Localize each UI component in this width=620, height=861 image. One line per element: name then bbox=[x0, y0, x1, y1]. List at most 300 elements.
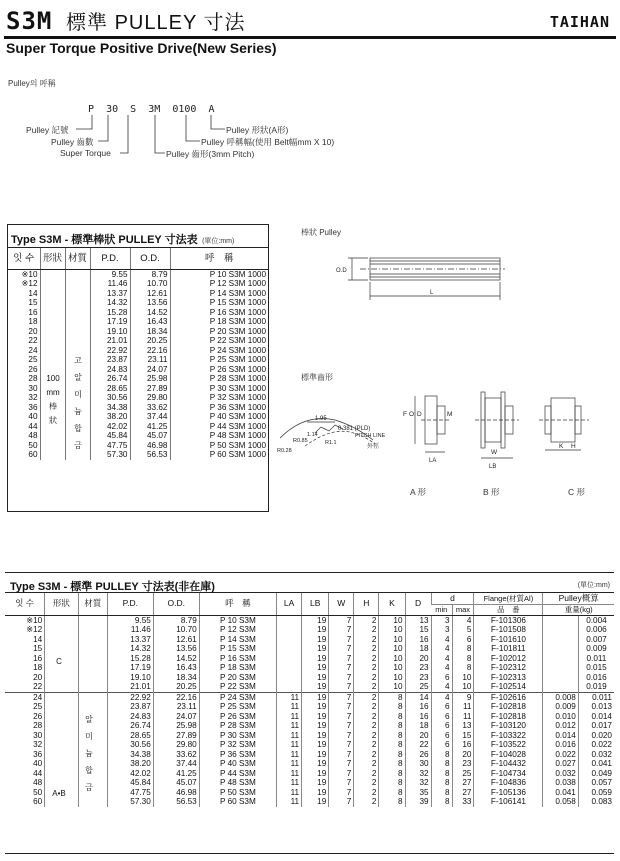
table2-cell: 2 bbox=[354, 778, 379, 788]
code-part-width: 0100 bbox=[172, 104, 197, 115]
table2-cell: 19 bbox=[302, 702, 329, 712]
th2-d-large: D bbox=[405, 593, 431, 615]
table2-cell: 8.79 bbox=[153, 615, 199, 625]
table2-cell: 0.010 bbox=[543, 712, 579, 722]
label-shape: Pulley 形狀(A形) bbox=[226, 125, 289, 135]
table2-cell bbox=[277, 625, 302, 635]
th2-pd: P.D. bbox=[107, 593, 153, 615]
table2-cell: 2 bbox=[354, 769, 379, 779]
table2-cell: P 50 S3M bbox=[199, 788, 276, 798]
material-text-5: 금 bbox=[74, 441, 82, 450]
table1-merged-cell bbox=[40, 308, 65, 318]
table1-cell: 44 bbox=[28, 421, 38, 431]
table2-cell: 0.022 bbox=[578, 740, 614, 750]
table2-cell: 20 bbox=[405, 731, 431, 741]
table1-header-row bbox=[8, 248, 268, 269]
t2-material-4: 금 bbox=[85, 783, 93, 792]
table1-cell: 10.70 bbox=[130, 279, 170, 289]
table2-merged-cell bbox=[45, 644, 78, 654]
table2-cell: 10 bbox=[379, 654, 405, 664]
table2-cell: 8 bbox=[431, 797, 452, 807]
table2-cell: 10 bbox=[379, 673, 405, 683]
table2-cell: 6 bbox=[431, 712, 452, 722]
table2-cell: 41.25 bbox=[153, 769, 199, 779]
table2-cell: 8 bbox=[379, 731, 405, 741]
table2-title-bar bbox=[5, 573, 614, 593]
table2-merged-cell bbox=[45, 759, 78, 769]
table2-cell: 11 bbox=[277, 788, 302, 798]
table2-cell: 8 bbox=[379, 712, 405, 722]
th2-max: max bbox=[452, 604, 474, 615]
shape-label-b: B 形 bbox=[483, 487, 500, 497]
table1-cell: 45.84 bbox=[90, 431, 130, 441]
table2-cell: F-102818 bbox=[474, 702, 543, 712]
table2-merged-cell bbox=[78, 673, 107, 683]
shape-text-2: 棒 bbox=[49, 402, 57, 411]
table2-cell: 26 bbox=[405, 750, 431, 760]
table2-cell: 7 bbox=[329, 663, 354, 673]
table2-cell: 10.70 bbox=[153, 625, 199, 635]
table2-cell: F-101610 bbox=[474, 635, 543, 645]
table1-cell: P 50 S3M 1000 bbox=[170, 441, 268, 451]
table1-merged-cell bbox=[65, 317, 90, 327]
tooth-dim-1: 0.381 (PLD) bbox=[338, 426, 371, 432]
table2-cell: P 14 S3M bbox=[199, 635, 276, 645]
table2-cell bbox=[543, 644, 579, 654]
table2-cell: F-104734 bbox=[474, 769, 543, 779]
table2-cell: P 24 S3M bbox=[199, 692, 276, 702]
table1-cell: 8.79 bbox=[130, 269, 170, 279]
table2-cell: 2 bbox=[354, 654, 379, 664]
table2-cell: 24 bbox=[5, 692, 45, 702]
label-super-torque: Super Torque bbox=[60, 148, 111, 158]
table2-cell: 8 bbox=[379, 797, 405, 807]
table2-merged-cell bbox=[45, 721, 78, 731]
table2-cell: 6 bbox=[431, 721, 452, 731]
table2-cell: 42.02 bbox=[107, 769, 153, 779]
table2-cell: 5 bbox=[452, 625, 474, 635]
table1-cell: 33.62 bbox=[130, 403, 170, 413]
table2-cell: F-104028 bbox=[474, 750, 543, 760]
table2-cell: 10 bbox=[379, 615, 405, 625]
table1-merged-cell bbox=[40, 269, 65, 279]
table2-cell: 24.07 bbox=[153, 712, 199, 722]
table-row bbox=[8, 431, 268, 441]
table2-cell: F-102312 bbox=[474, 663, 543, 673]
table1-cell: 15 bbox=[28, 298, 38, 307]
th-teeth: 잇 수 bbox=[8, 248, 40, 269]
table1-cell: 42.02 bbox=[90, 422, 130, 432]
table1-cell: P 28 S3M 1000 bbox=[170, 374, 268, 384]
table2-cell: 0.038 bbox=[543, 778, 579, 788]
table1-cell: P 48 S3M 1000 bbox=[170, 431, 268, 441]
table2-cell: 2 bbox=[354, 644, 379, 654]
table2-cell: F-102818 bbox=[474, 712, 543, 722]
table1-cell: 57.30 bbox=[90, 450, 130, 460]
table1-cell: P 30 S3M 1000 bbox=[170, 384, 268, 394]
naming-title: Pulley의 呼稱 bbox=[8, 79, 56, 88]
table1-cell: P 26 S3M 1000 bbox=[170, 365, 268, 375]
table1-cell: 28 bbox=[28, 374, 38, 383]
table-row bbox=[5, 797, 614, 807]
table2-cell: 7 bbox=[329, 615, 354, 625]
table2-cell: 13.56 bbox=[153, 644, 199, 654]
table2-cell: 2 bbox=[354, 721, 379, 731]
table1-cell: 60 bbox=[28, 450, 38, 459]
table2-cell: 2 bbox=[354, 731, 379, 741]
table2-cell: F-103522 bbox=[474, 740, 543, 750]
table1-merged-cell bbox=[65, 298, 90, 308]
table2-cell: 16 bbox=[405, 702, 431, 712]
table2-cell: 8 bbox=[379, 740, 405, 750]
table2-cell: 6 bbox=[431, 740, 452, 750]
table2-cell: 23 bbox=[405, 673, 431, 683]
table2-cell: 7 bbox=[329, 731, 354, 741]
table2-cell: P 16 S3M bbox=[199, 654, 276, 664]
table2-cell: 0.015 bbox=[578, 663, 614, 673]
table2-unit: (單位:mm) bbox=[577, 582, 610, 589]
table1-merged-cell bbox=[65, 336, 90, 346]
material-text-3: 늄 bbox=[74, 407, 82, 416]
table2-cell: 11 bbox=[452, 702, 474, 712]
table2-cell: 7 bbox=[329, 750, 354, 760]
table2-cell: 8 bbox=[379, 702, 405, 712]
table2-cell: 9 bbox=[452, 692, 474, 702]
table2-cell bbox=[277, 654, 302, 664]
table2-cell: 19 bbox=[302, 673, 329, 683]
dim-letter-d: D bbox=[417, 411, 422, 418]
table1-cell: 22 bbox=[28, 336, 38, 345]
table2-cell: 19 bbox=[302, 654, 329, 664]
table1-cell: P 44 S3M 1000 bbox=[170, 422, 268, 432]
table1-material-text bbox=[66, 352, 90, 454]
table2-cell bbox=[277, 635, 302, 645]
table2-material-text bbox=[75, 711, 103, 796]
table2-cell: 14 bbox=[405, 692, 431, 702]
bar-dim-od: O.D bbox=[336, 268, 347, 274]
table2-cell bbox=[277, 615, 302, 625]
table-row bbox=[8, 355, 268, 365]
table1-cell: 22.92 bbox=[90, 346, 130, 356]
table1-merged-cell bbox=[40, 279, 65, 289]
table2-cell: P 44 S3M bbox=[199, 769, 276, 779]
table1-merged-cell bbox=[40, 327, 65, 337]
table2-cell: ※10 bbox=[26, 615, 43, 625]
table1-cell: 24.07 bbox=[130, 365, 170, 375]
table2-cell: 19 bbox=[302, 797, 329, 807]
dim-letter-h: H bbox=[571, 443, 576, 450]
table2-cell: 7 bbox=[329, 644, 354, 654]
th2-weight: Pulley概算 bbox=[543, 593, 614, 604]
table1-cell: 47.75 bbox=[90, 441, 130, 451]
table2-cell: 10 bbox=[452, 682, 474, 692]
table1-merged-cell bbox=[40, 298, 65, 308]
table2-cell: 10 bbox=[379, 625, 405, 635]
table2-cell: 7 bbox=[329, 673, 354, 683]
table-row bbox=[8, 327, 268, 337]
table1-cell: 34.38 bbox=[90, 403, 130, 413]
page-title bbox=[6, 6, 246, 36]
table2-cell: 11.46 bbox=[107, 625, 153, 635]
table2-cell: 7 bbox=[329, 712, 354, 722]
table2-cell: 33 bbox=[452, 797, 474, 807]
table2-cell: 46.98 bbox=[153, 788, 199, 798]
code-part-teeth: 30 bbox=[106, 104, 119, 115]
table2-cell: 4 bbox=[452, 615, 474, 625]
table2-cell: 23 bbox=[452, 759, 474, 769]
table1-cell: P 36 S3M 1000 bbox=[170, 403, 268, 413]
table2-cell: F-106141 bbox=[474, 797, 543, 807]
table2-cell: P 22 S3M bbox=[199, 682, 276, 692]
table2-cell: 11 bbox=[277, 740, 302, 750]
table2-cell bbox=[277, 682, 302, 692]
label-width: Pulley 呼稱幅(使用 Belt幅mm X 10) bbox=[201, 137, 335, 147]
table1-merged-cell bbox=[40, 336, 65, 346]
table2-cell: 4 bbox=[431, 635, 452, 645]
th-shape: 形狀 bbox=[40, 248, 65, 269]
table2-cell: 0.020 bbox=[578, 731, 614, 741]
table2-cell: 11 bbox=[277, 692, 302, 702]
th2-od: O.D. bbox=[153, 593, 199, 615]
dim-letter-w: W bbox=[491, 449, 498, 456]
shape-text-0: 100 bbox=[46, 374, 60, 383]
table1-cell: 41.25 bbox=[130, 422, 170, 432]
table2-cell bbox=[543, 654, 579, 664]
table2-cell: 7 bbox=[329, 778, 354, 788]
table2-cell: P 60 S3M bbox=[199, 797, 276, 807]
table2-cell: 17.19 bbox=[107, 663, 153, 673]
table2-cell: 38.20 bbox=[107, 759, 153, 769]
table1-cell: 23.87 bbox=[90, 355, 130, 365]
table2-cell: 4 bbox=[431, 663, 452, 673]
table2-cell: 0.041 bbox=[578, 759, 614, 769]
table2-cell: 11 bbox=[277, 702, 302, 712]
table1-cell: 38.20 bbox=[90, 412, 130, 422]
table2-cell: 19 bbox=[302, 625, 329, 635]
table1-cell: 32 bbox=[28, 393, 38, 402]
table2-cell bbox=[543, 615, 579, 625]
table2-cell: 4 bbox=[431, 654, 452, 664]
table1-cell: 15.28 bbox=[90, 308, 130, 318]
table2-cell: 0.019 bbox=[578, 682, 614, 692]
table2-cell: 2 bbox=[354, 682, 379, 692]
label-pitch: Pulley 齒形(3mm Pitch) bbox=[166, 149, 255, 159]
table-row bbox=[8, 317, 268, 327]
table2-cell: 25 bbox=[33, 702, 43, 711]
t2-material-3: 합 bbox=[85, 766, 93, 775]
table2-cell: P 10 S3M bbox=[199, 615, 276, 625]
table2-cell: 0.011 bbox=[578, 692, 614, 702]
table2-cell: 19 bbox=[302, 740, 329, 750]
table2-cell: 8 bbox=[452, 663, 474, 673]
table1-cell: 18.34 bbox=[130, 327, 170, 337]
table1-merged-cell bbox=[65, 289, 90, 299]
table-row bbox=[8, 336, 268, 346]
table2-merged-cell bbox=[45, 682, 78, 692]
tooth-dim-5: R0.85 bbox=[293, 438, 308, 444]
table2-cell: F-105136 bbox=[474, 788, 543, 798]
table2-cell: 19 bbox=[302, 644, 329, 654]
table1-cell: 19.10 bbox=[90, 327, 130, 337]
table2-cell: 18.34 bbox=[153, 673, 199, 683]
table1-cell: 37.44 bbox=[130, 412, 170, 422]
table2-cell: 19 bbox=[302, 721, 329, 731]
tooth-profile-title: 標準齒形 bbox=[301, 373, 333, 382]
table2-merged-cell bbox=[78, 692, 107, 702]
table2-merged-cell bbox=[78, 654, 107, 664]
table2-cell: 8 bbox=[431, 769, 452, 779]
table2-cell: 8 bbox=[431, 759, 452, 769]
table2-cell: 2 bbox=[354, 788, 379, 798]
subtitle: Super Torque Positive Drive(New Series) bbox=[6, 40, 277, 56]
dim-letter-f: F bbox=[403, 411, 407, 418]
table2-cell bbox=[277, 663, 302, 673]
table1-cell: 20.25 bbox=[130, 336, 170, 346]
table2-cell: 7 bbox=[329, 797, 354, 807]
table2-cell: 10 bbox=[379, 635, 405, 645]
table2-cell: F-103322 bbox=[474, 731, 543, 741]
table1-cell: P 12 S3M 1000 bbox=[170, 279, 268, 289]
tooth-dim-7: R1.1 bbox=[325, 440, 337, 446]
table2-cell: 16 bbox=[452, 740, 474, 750]
shape-text-1: mm bbox=[46, 388, 60, 397]
table2-merged-cell bbox=[78, 682, 107, 692]
table1-cell: 30 bbox=[28, 383, 38, 393]
table1-cell: 20 bbox=[28, 326, 38, 336]
table2-cell: P 30 S3M bbox=[199, 731, 276, 741]
table2-title: Type S3M - 標準 PULLEY 寸法表(非在庫) bbox=[10, 581, 215, 593]
table2-cell: 19 bbox=[302, 769, 329, 779]
table1-cell: 50 bbox=[28, 440, 38, 450]
table2-cell: P 48 S3M bbox=[199, 778, 276, 788]
table2-cell: P 26 S3M bbox=[199, 712, 276, 722]
table2-cell: 0.057 bbox=[578, 778, 614, 788]
table-row bbox=[8, 346, 268, 356]
table1-cell: 26 bbox=[28, 364, 38, 374]
table-row bbox=[8, 308, 268, 318]
table2-cell: 7 bbox=[329, 654, 354, 664]
table2-cell: P 15 S3M bbox=[199, 644, 276, 654]
table2-cell: 20 bbox=[452, 750, 474, 760]
table2-cell: 16.43 bbox=[153, 663, 199, 673]
table1-cell: P 20 S3M 1000 bbox=[170, 327, 268, 337]
table2-cell: 23 bbox=[405, 663, 431, 673]
table1-cell: 36 bbox=[28, 402, 38, 412]
table-row bbox=[5, 615, 614, 625]
table2-cell: 0.041 bbox=[543, 788, 579, 798]
table1-cell: P 18 S3M 1000 bbox=[170, 317, 268, 327]
table2-cell: 19 bbox=[302, 615, 329, 625]
table2-cell: 2 bbox=[354, 635, 379, 645]
table2-merged-cell bbox=[78, 615, 107, 625]
table2-cell: 7 bbox=[329, 625, 354, 635]
bar-pulley-title: 棒狀 Pulley bbox=[301, 228, 342, 237]
table2-cell: F-104836 bbox=[474, 778, 543, 788]
table1-cell: 13.37 bbox=[90, 289, 130, 299]
table2-cell: 29.80 bbox=[153, 740, 199, 750]
table2-cell: 0.083 bbox=[578, 797, 614, 807]
table2-cell: 2 bbox=[354, 750, 379, 760]
table2-merged-cell bbox=[45, 712, 78, 722]
dim-letter-la: LA bbox=[429, 458, 437, 464]
table2-cell: 27.89 bbox=[153, 731, 199, 741]
table2-merged-cell bbox=[45, 769, 78, 779]
table-row bbox=[8, 298, 268, 308]
table2-cell: P 25 S3M bbox=[199, 702, 276, 712]
table2-cell: 20 bbox=[33, 672, 43, 682]
t2-material-1: 미 bbox=[85, 732, 93, 741]
table2-cell: 37.44 bbox=[153, 759, 199, 769]
th-material: 材質 bbox=[65, 248, 90, 269]
table2-cell: 0.049 bbox=[578, 769, 614, 779]
table2-cell: 16 bbox=[405, 635, 431, 645]
th-od: O.D. bbox=[130, 248, 170, 269]
th-designation: 呼 稱 bbox=[170, 248, 268, 269]
table1-cell: 11.46 bbox=[90, 279, 130, 289]
table2-cell: F-101306 bbox=[474, 615, 543, 625]
table1-cell: 56.53 bbox=[130, 450, 170, 460]
code-part-shape: A bbox=[208, 104, 215, 115]
table1-cell: 12.61 bbox=[130, 289, 170, 299]
table2-cell: 0.013 bbox=[578, 702, 614, 712]
table2-cell: 50 bbox=[33, 787, 43, 797]
table2-cell: 6 bbox=[431, 731, 452, 741]
table-row bbox=[5, 663, 614, 673]
table-row bbox=[5, 625, 614, 635]
table2-cell: 27 bbox=[452, 788, 474, 798]
table2-cell: 14.32 bbox=[107, 644, 153, 654]
table2-merged-cell bbox=[45, 740, 78, 750]
table2-cell: 22 bbox=[405, 740, 431, 750]
table2-merged-cell bbox=[78, 797, 107, 807]
table2-shape-c: C bbox=[56, 657, 62, 666]
table1-cell: P 60 S3M 1000 bbox=[170, 450, 268, 460]
table2-cell: 60 bbox=[33, 797, 43, 806]
table2-cell: F-101811 bbox=[474, 644, 543, 654]
table2-merged-cell bbox=[78, 644, 107, 654]
table2-cell: 6 bbox=[431, 702, 452, 712]
table2-cell: 8 bbox=[452, 644, 474, 654]
table1-cell: 16 bbox=[28, 307, 38, 317]
table2-cell: 7 bbox=[329, 788, 354, 798]
table2-cell: 45.07 bbox=[153, 778, 199, 788]
table2-cell: F-102012 bbox=[474, 654, 543, 664]
table2-cell: 26.74 bbox=[107, 721, 153, 731]
table2-cell: 20 bbox=[405, 654, 431, 664]
table2-cell: P 40 S3M bbox=[199, 759, 276, 769]
tooth-dim-4: R0.28 bbox=[277, 448, 292, 454]
material-text-2: 미 bbox=[74, 390, 82, 399]
tooth-dim-0: 1.95 bbox=[315, 416, 327, 422]
table2-cell: 8 bbox=[379, 721, 405, 731]
table2-cell: 8 bbox=[452, 654, 474, 664]
table2-cell: P 28 S3M bbox=[199, 721, 276, 731]
table1-cell: 40 bbox=[28, 412, 38, 421]
table1-merged-cell bbox=[40, 346, 65, 356]
table2-cell: 20.25 bbox=[153, 682, 199, 692]
th2-flange: Flange(材質Al) bbox=[474, 593, 543, 604]
table2-cell: 32 bbox=[33, 740, 43, 749]
table2-cell: 18 bbox=[405, 721, 431, 731]
table1-cell: 17.19 bbox=[90, 317, 130, 327]
th2-d-small: d bbox=[431, 593, 474, 604]
table2-cell: F-102313 bbox=[474, 673, 543, 683]
table2-cell: 34.38 bbox=[107, 750, 153, 760]
tooth-dim-3: 外徑 bbox=[367, 444, 380, 450]
table1-title-bar bbox=[8, 225, 268, 248]
table2-cell: 0.011 bbox=[578, 654, 614, 664]
table2-cell: 8 bbox=[379, 769, 405, 779]
